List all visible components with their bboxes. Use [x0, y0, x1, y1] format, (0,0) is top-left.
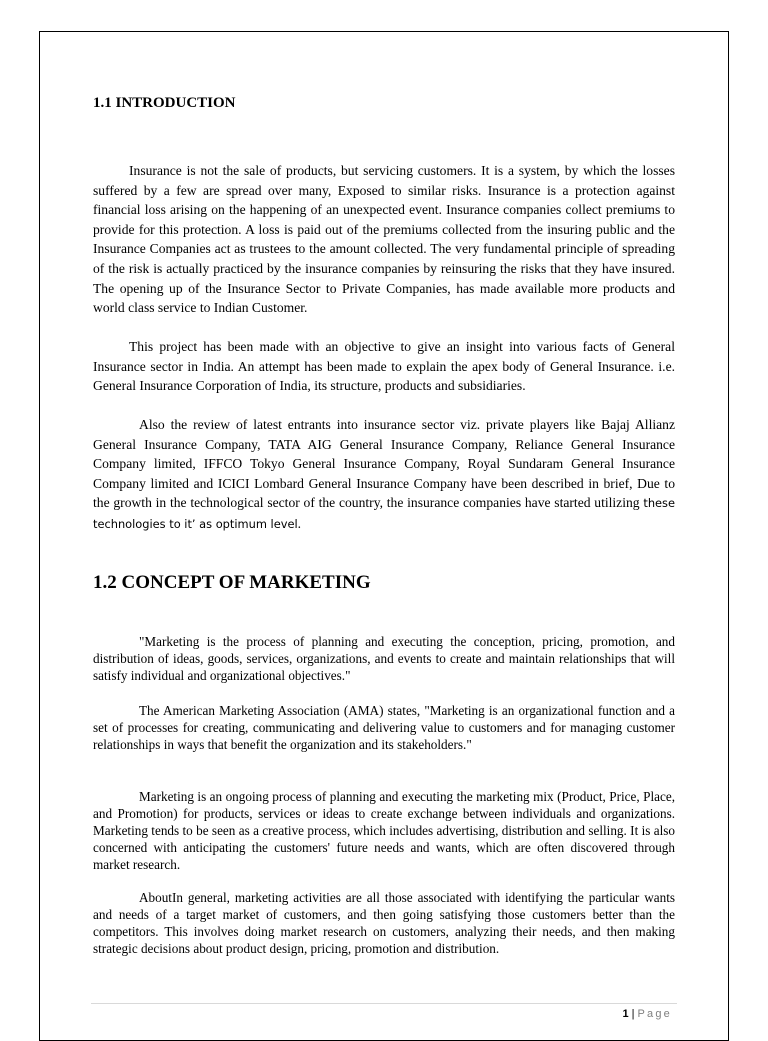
marketing-paragraph-2: The American Marketing Association (AMA) states, "Marketing is an organizational function and a set of processes for creating, communicating and delivering value to customers and for managing customer relationships in ways that benefit the organization and its stakeholders."	[93, 703, 675, 752]
footer-separator: |	[631, 1008, 635, 1020]
intro-paragraph-2: This project has been made with an objective to give an insight into various facts of General Insurance sector in India. An attempt has been made to explain the apex body of General Insurance. i.e. General Insurance Corporation of India, its structure, products and subsidiaries.	[93, 339, 675, 394]
marketing-paragraph-1: "Marketing is the process of planning and executing the conception, pricing, promotion, and distribution of ideas, goods, services, organizations, and events to create and maintain relationships that will satisfy individual and organizational objectives."	[93, 634, 675, 683]
intro-paragraph-3	[93, 415, 675, 535]
intro-paragraph-3-main: Also the review of latest entrants into insurance sector viz. private players like Bajaj Allianz General Insurance Company, TATA AIG General Insurance Company, Reliance General Insurance Company limited, IFFCO Tokyo General Insurance Company, Royal Sundaram General Insurance Company limited and ICICI Lombard General Insurance Company have been described in brief, Due to the growth in the technological sector of the country, the insurance companies have started utilizing	[93, 417, 675, 511]
footer-divider	[91, 1003, 677, 1004]
marketing-paragraph-4: AboutIn general, marketing activities are all those associated with identifying the particular wants and needs of a target market of customers, and then going satisfying those customers better than the competitors. This involves doing market research on customers, analyzing their needs, and then making strategic decisions about product design, pricing, promotion and distribution.	[93, 890, 675, 956]
page-label: Page	[637, 1008, 672, 1020]
intro-paragraph-3-sans-run: these technologies to it’ as optimum level	[93, 496, 675, 531]
marketing-paragraph-3: Marketing is an ongoing process of planning and executing the marketing mix (Product, Price, Place, and Promotion) for products, services or ideas to create exchange between individuals and organizations. Marketing tends to be seen as a creative process, which includes advertising, distribution and selling. It is also concerned with anticipating the customers' future needs and wants, which are often discovered through market research.	[93, 789, 675, 872]
page-footer	[560, 1007, 672, 1021]
section-heading-concept-of-marketing: 1.2 CONCEPT OF MARKETING	[93, 572, 371, 593]
intro-paragraph-1: Insurance is not the sale of products, but servicing customers. It is a system, by which the losses suffered by a few are spread over many, Exposed to similar risks. Insurance is a protection against financial loss arising on the happening of an unexpected event. Insurance companies collect premiums to provide for this protection. A loss is paid out of the premiums collected from the insuring public and the Insurance Companies act as trustees to the amount collected. The very fundamental principle of spreading of the risk is actually practiced by the insurance companies by reinsuring the risks that they have insured. The opening up of the Insurance Sector to Private Companies, has made available more products and world class service to Indian Customer.	[93, 163, 675, 316]
intro-paragraph-3-end: .	[297, 515, 302, 531]
section-heading-introduction: 1.1 INTRODUCTION	[93, 95, 236, 111]
page-number: 1	[622, 1008, 629, 1020]
